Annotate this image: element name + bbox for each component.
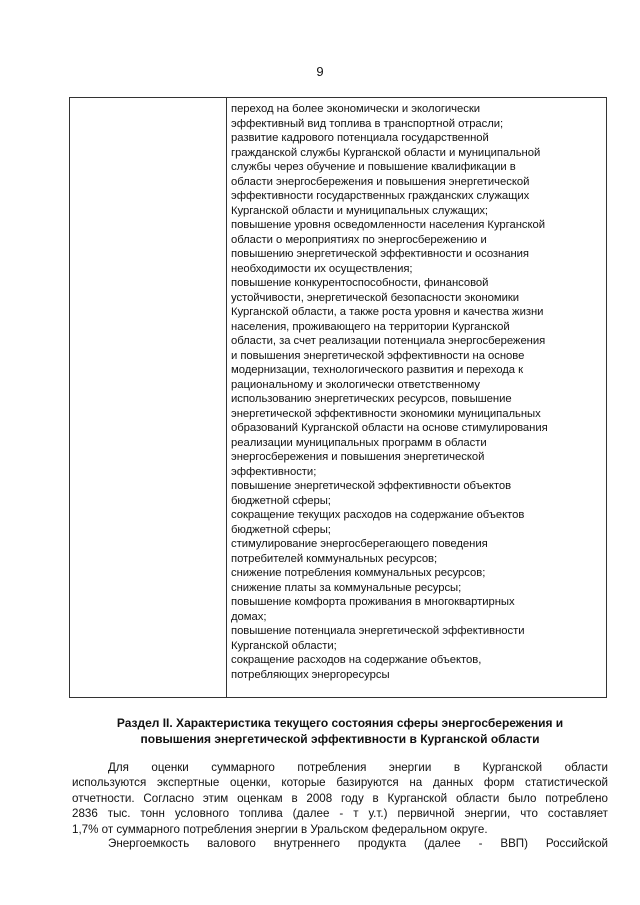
table-cell-line: Курганской области, а также роста уровня и качества жизни	[231, 306, 544, 318]
table-column-divider	[226, 98, 227, 697]
table-cell-line: эффективный вид топлива в транспортной отрасли;	[231, 117, 504, 130]
table-cell-line: сокращение расходов на содержание объектов,	[231, 654, 482, 666]
table-cell-line: повышению энергетической эффективности и осознания	[231, 248, 529, 260]
table-cell-line: области энергосбережения и повышения энергетической	[231, 175, 530, 188]
table-cell-line: необходимости их осуществления;	[231, 262, 413, 275]
table-cell-line: эффективности;	[231, 465, 317, 478]
table-cell-line: населения, проживающего на территории Курганской	[231, 320, 510, 333]
section-heading	[70, 716, 610, 747]
table-cell-line: Курганской области и муниципальных служащих;	[231, 204, 489, 217]
table-cell-line: гражданской службы Курганской области и муниципальной	[231, 146, 541, 159]
table-cell-line: рациональному и экологически ответственному	[231, 378, 480, 391]
table-cell-line: снижение потребления коммунальных ресурсов;	[231, 567, 486, 579]
table-cell-line: переход на более экономически и экологически	[231, 103, 481, 115]
page-number: 9	[316, 64, 324, 79]
table-cell-line: службы через обучение и повышение квалификации в	[231, 161, 516, 173]
table-cell-goals	[231, 102, 605, 682]
table-cell-line: использованию энергетических ресурсов, повышение	[231, 393, 512, 405]
section-heading-line-1: Раздел II. Характеристика текущего состояния сферы энергосбережения и	[116, 716, 564, 730]
paragraph-line: отчетности. Согласно этим оценкам в 2008 году в Курганской области было потреблено	[72, 791, 608, 805]
table-cell-line: области, за счет реализации потенциала энергосбережения	[231, 335, 546, 347]
goals-table	[69, 97, 607, 698]
section-heading-line-2: повышения энергетической эффективности в Курганской области	[140, 731, 540, 746]
paragraph-1	[72, 760, 608, 837]
table-cell-line: модернизации, технологического развития и перехода к	[231, 364, 523, 376]
paragraph-line: Для оценки суммарного потребления энергии в Курганской области	[108, 761, 608, 774]
table-cell-line: повышение энергетической эффективности объектов	[231, 480, 512, 492]
table-cell-line: повышение уровня осведомленности населения Курганской	[231, 219, 546, 231]
table-cell-line: стимулирование энергосберегающего поведения	[231, 538, 488, 550]
table-cell-line: и повышения энергетической эффективности на основе	[231, 349, 525, 362]
table-cell-line: повышение потенциала энергетической эффективности	[231, 625, 525, 637]
paragraph-2	[72, 836, 608, 851]
table-cell-line: энергосбережения и повышения энергетической	[231, 451, 485, 463]
table-cell-line: развитие кадрового потенциала государственной	[231, 132, 489, 144]
table-cell-line: устойчивости, энергетической безопасности экономики	[231, 291, 519, 304]
table-cell-line: эффективности государственных гражданских служащих	[231, 190, 530, 202]
table-cell-line: сокращение текущих расходов на содержание объектов	[231, 509, 525, 521]
paragraph-line: 1,7% от суммарного потребления энергии в Уральском федеральном округе.	[72, 822, 488, 836]
table-cell-line: снижение платы за коммунальные ресурсы;	[231, 581, 462, 594]
table-cell-line: повышение комфорта проживания в многоквартирных	[231, 596, 515, 608]
table-cell-line: потребляющих энергоресурсы	[231, 668, 390, 681]
table-cell-line: образований Курганской области на основе стимулирования	[231, 422, 548, 434]
table-cell-line: домах;	[231, 610, 267, 623]
table-cell-line: потребителей коммунальных ресурсов;	[231, 552, 438, 565]
paragraph-line: используются экспертные оценки, которые базируются на данных форм статистической	[72, 776, 608, 790]
table-cell-line: Курганской области;	[231, 639, 337, 652]
table-cell-line: области о мероприятиях по энергосбережению и	[231, 233, 487, 246]
table-cell-line: энергетической эффективности экономики муниципальных	[231, 407, 541, 420]
table-cell-line: бюджетной сферы;	[231, 523, 331, 536]
table-cell-line: бюджетной сферы;	[231, 494, 331, 507]
paragraph-line: 2836 тыс. тонн условного топлива (далее - т у.т.) первичной энергии, что составляет	[72, 807, 608, 821]
paragraph-line: Энергоемкость валового внутреннего продукта (далее - ВВП) Российской	[108, 837, 608, 850]
table-cell-line: реализации муниципальных программ в области	[231, 436, 487, 449]
table-cell-line: повышение конкурентоспособности, финансовой	[231, 277, 489, 289]
